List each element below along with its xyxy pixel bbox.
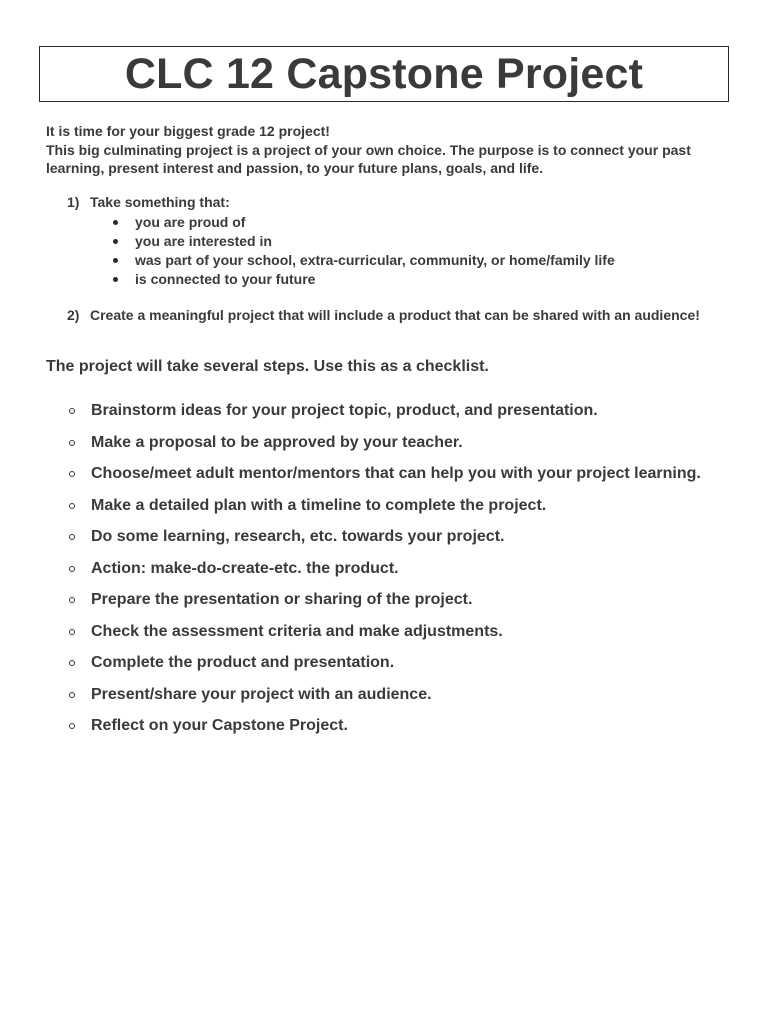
bullet-dot-icon [113,220,118,225]
checklist-item-text: Reflect on your Capstone Project. [91,717,348,734]
checklist-item-text: Brainstorm ideas for your project topic, product, and presentation. [91,402,598,419]
checklist-item [67,616,727,648]
page-title: CLC 12 Capstone Project [124,49,644,98]
checkbox-circle-icon [69,692,75,698]
checklist-item-text: Make a detailed plan with a timeline to complete the project. [91,496,547,514]
numbered-list [67,193,727,324]
checklist-item [67,647,727,679]
bullet-item [90,270,727,289]
bullet-text: you are proud of [135,213,246,230]
intro-line-2: This big culminating project is a project of your own choice. The purpose is to connect your past learning, present interest and passion, to your future plans, goals, and life. [46,141,691,176]
checklist-item-text: Do some learning, research, etc. towards your project. [91,528,505,545]
checklist-item-text: Choose/meet adult mentor/mentors that can help you with your project learning. [91,465,701,482]
checklist-item [67,490,727,522]
checkbox-circle-icon [69,503,75,509]
checklist-item-text: Complete the product and presentation. [91,654,395,671]
checkbox-circle-icon [69,471,75,477]
bullet-dot-icon [113,258,118,263]
checkbox-circle-icon [69,408,75,414]
numbered-item-2 [67,306,727,325]
steps-heading: The project will take several steps. Use this as a checklist. [46,358,489,375]
bullet-text: was part of your school, extra-curricular, community, or home/family life [135,251,615,268]
checklist-item [67,710,727,742]
bullet-item [90,213,727,232]
checklist-item [67,427,727,459]
intro-section [46,122,736,178]
checklist [67,395,727,742]
checklist-item [67,584,727,616]
checkbox-circle-icon [69,597,75,603]
checkbox-circle-icon [69,660,75,666]
numbered-item-marker: 1) [67,194,80,210]
bullet-text: is connected to your future [135,270,316,287]
checkbox-circle-icon [69,566,75,572]
bullet-item [90,251,727,270]
checklist-item-text: Action: make-do-create-etc. the product. [91,559,399,577]
numbered-item-text: Create a meaningful project that will include a product that can be shared with an audience! [90,306,700,323]
numbered-item-text: Take something that: [90,194,230,210]
numbered-item-marker: 2) [67,306,80,323]
checklist-item-text: Present/share your project with an audience. [91,685,432,703]
title-box [39,46,729,102]
checklist-item [67,553,727,585]
bullet-list [90,213,727,289]
checklist-item [67,679,727,711]
checkbox-circle-icon [69,534,75,540]
numbered-item-1 [67,193,727,289]
checkbox-circle-icon [69,629,75,635]
checklist-item-text: Make a proposal to be approved by your teacher. [91,433,463,451]
checklist-item [67,395,727,427]
checklist-item [67,458,727,490]
checkbox-circle-icon [69,723,75,729]
bullet-dot-icon [113,277,118,282]
checklist-item-text: Prepare the presentation or sharing of the project. [91,591,473,608]
checklist-item [67,521,727,553]
bullet-item [90,232,727,251]
bullet-dot-icon [113,239,118,244]
checklist-item-text: Check the assessment criteria and make adjustments. [91,622,503,640]
intro-line-1: It is time for your biggest grade 12 project! [46,123,330,139]
bullet-text: you are interested in [135,232,272,249]
checkbox-circle-icon [69,440,75,446]
